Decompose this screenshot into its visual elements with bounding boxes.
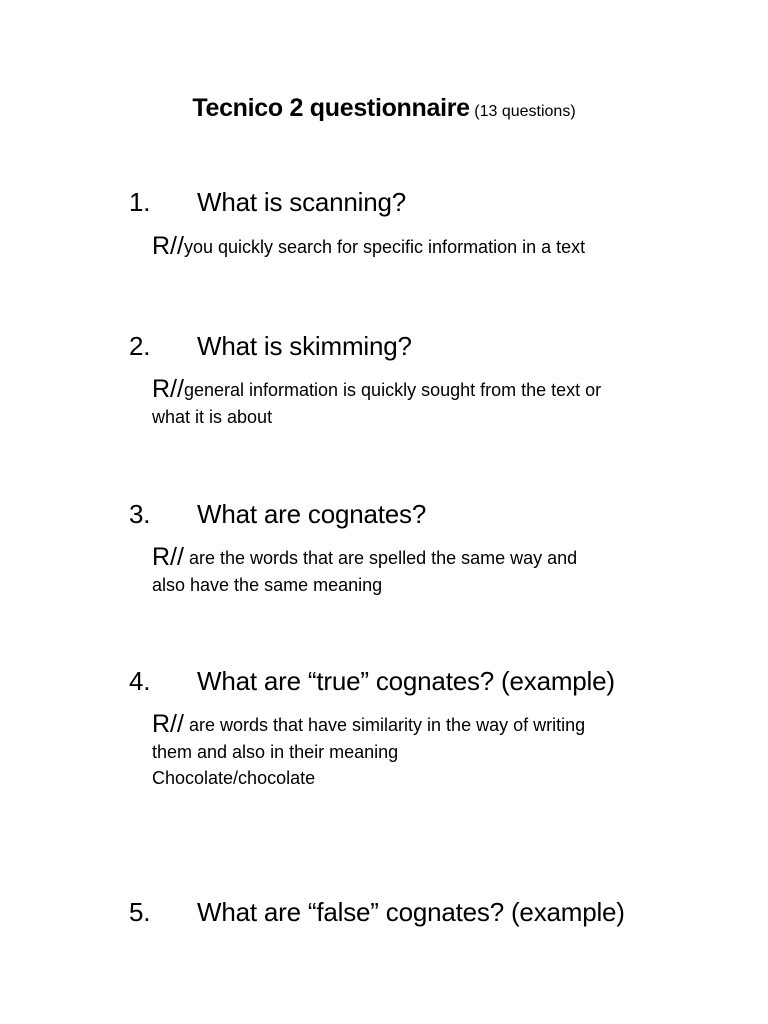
answer-prefix: R// xyxy=(152,710,184,738)
question-text: What are “false” cognates? (example) xyxy=(197,897,625,927)
answer-3 xyxy=(152,543,672,598)
question-number: 3. xyxy=(129,499,151,529)
answer-1 xyxy=(152,232,672,261)
question-number: 2. xyxy=(129,331,151,361)
answer-line: them and also in their meaning xyxy=(152,742,399,762)
document-title xyxy=(0,94,768,123)
answer-example: Chocolate/chocolate xyxy=(152,768,316,788)
answer-prefix: R// xyxy=(152,375,184,403)
question-1 xyxy=(129,186,406,218)
answer-text: are the words that are spelled the same way and xyxy=(183,548,578,568)
question-2 xyxy=(129,330,412,362)
question-number: 4. xyxy=(129,666,151,696)
question-4 xyxy=(129,665,615,697)
question-number: 1. xyxy=(129,187,151,217)
title-main: Tecnico 2 questionnaire xyxy=(192,94,470,122)
answer-prefix: R// xyxy=(152,232,184,260)
answer-prefix: R// xyxy=(152,543,184,571)
answer-line xyxy=(152,543,672,572)
question-text: What is scanning? xyxy=(197,187,407,217)
question-number: 5. xyxy=(129,897,151,927)
question-3 xyxy=(129,498,426,530)
question-text: What are “true” cognates? (example) xyxy=(197,666,615,696)
answer-line xyxy=(152,375,672,404)
question-5 xyxy=(129,896,625,928)
answer-text: general information is quickly sought from the text or xyxy=(183,380,602,400)
answer-2 xyxy=(152,375,672,430)
answer-line: also have the same meaning xyxy=(152,575,383,595)
answer-text: are words that have similarity in the way of writing xyxy=(183,715,586,735)
question-text: What are cognates? xyxy=(197,499,427,529)
answer-line xyxy=(152,232,672,261)
question-text: What is skimming? xyxy=(197,331,412,361)
answer-text: you quickly search for specific information in a text xyxy=(183,237,586,257)
answer-line xyxy=(152,710,672,739)
answer-4 xyxy=(152,710,672,791)
title-question-count: (13 questions) xyxy=(474,103,576,120)
answer-line: what it is about xyxy=(152,407,273,427)
